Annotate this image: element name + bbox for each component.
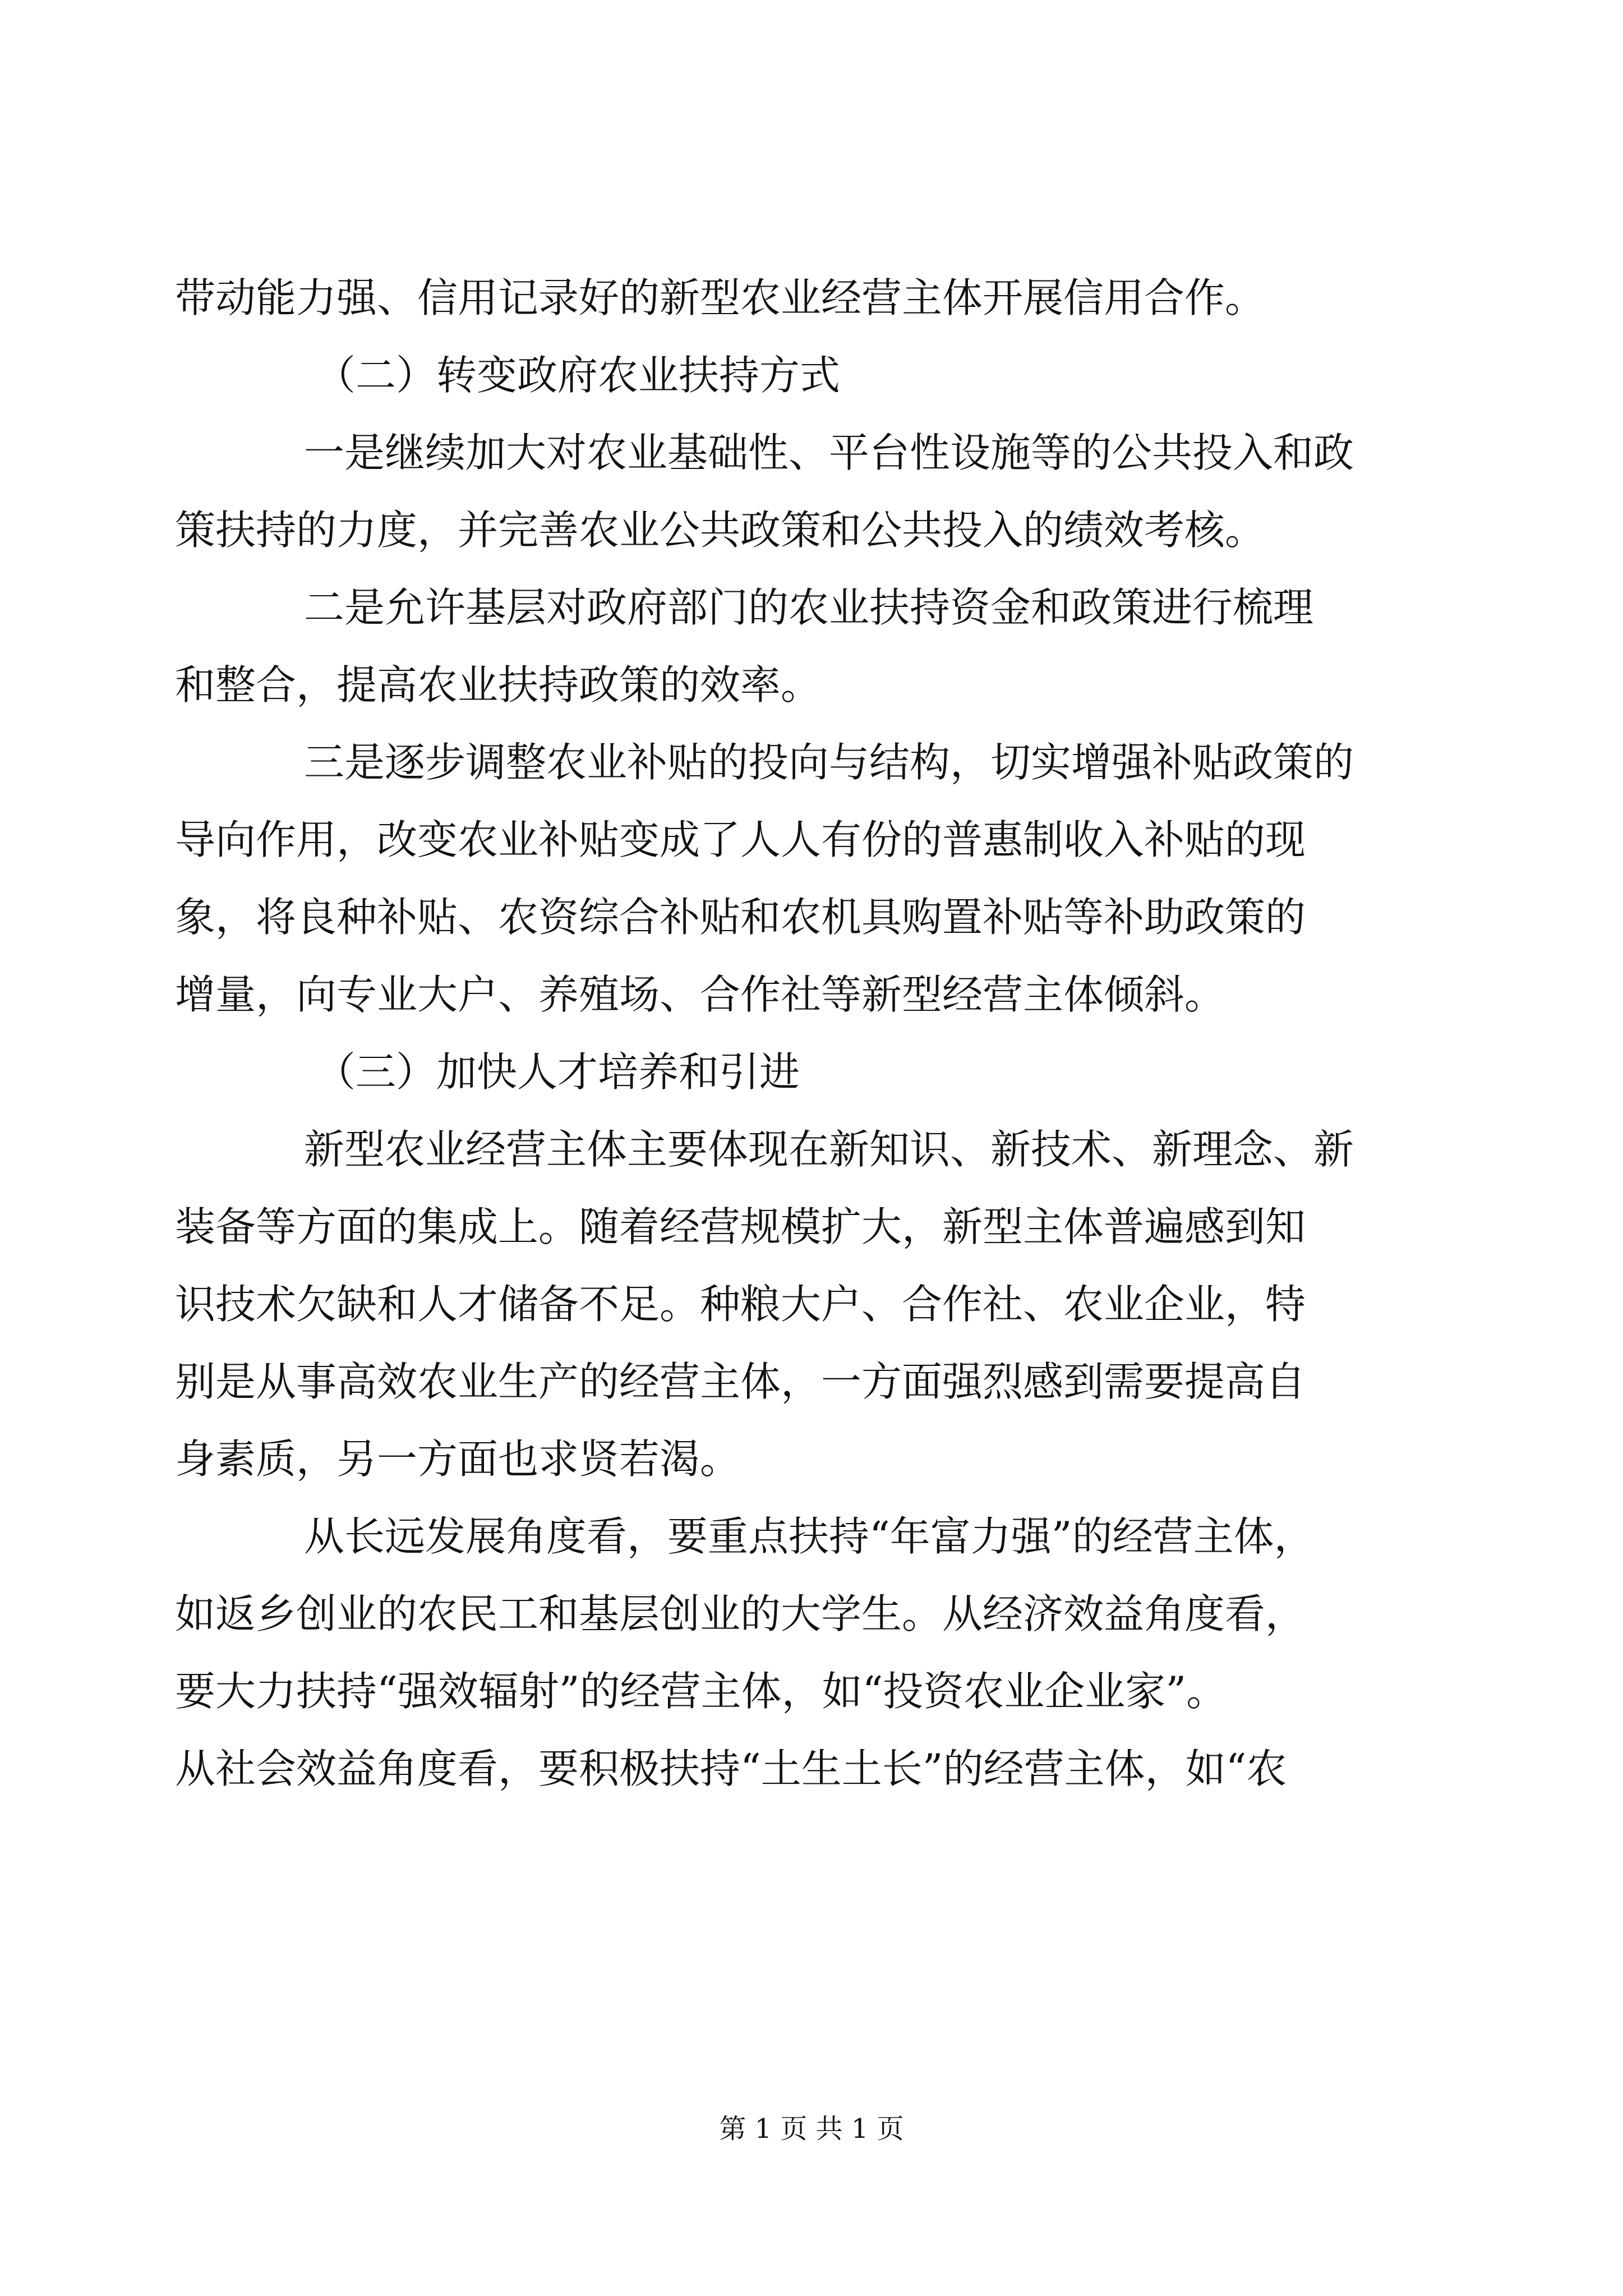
paragraph-line: 增量，向专业大户、养殖场、合作社等新型经营主体倾斜。 [175,971,1225,1018]
paragraph-line: 和整合，提高农业扶持政策的效率。 [175,661,822,708]
paragraph-line: 二是允许基层对政府部门的农业扶持资金和政策进行梳理 [304,584,1314,631]
paragraph-line: 象，将良种补贴、农资综合补贴和农机具购置补贴等补助政策的 [175,894,1306,941]
paragraph-line: 如返乡创业的农民工和基层创业的大学生。从经济效益角度看， [175,1590,1306,1637]
paragraph-line: 装备等方面的集成上。随着经营规模扩大，新型主体普遍感到知 [175,1203,1306,1250]
page-number: 第 1 页 共 1 页 [719,2113,904,2145]
paragraph-line: 从社会效益角度看，要积极扶持“土生土长”的经营主体，如“农 [175,1745,1287,1792]
paragraph-line: 要大力扶持“强效辐射”的经营主体，如“投资农业企业家”。 [175,1668,1227,1715]
document-body [175,259,1431,1807]
paragraph-line: 策扶持的力度，并完善农业公共政策和公共投入的绩效考核。 [175,507,1266,554]
paragraph-line: 识技术欠缺和人才储备不足。种粮大户、合作社、农业企业，特 [175,1281,1306,1328]
page-footer [0,2112,1623,2146]
section-heading: （三）加快人才培养和引进 [315,1048,800,1096]
paragraph-line: 别是从事高效农业生产的经营主体，一方面强烈感到需要提高自 [175,1358,1306,1405]
paragraph-line: 带动能力强、信用记录好的新型农业经营主体开展信用合作。 [175,274,1266,321]
paragraph-line: 从长远发展角度看，要重点扶持“年富力强”的经营主体， [304,1513,1315,1560]
paragraph-line: 身素质，另一方面也求贤若渴。 [175,1435,741,1483]
section-heading: （二）转变政府农业扶持方式 [315,352,841,399]
paragraph-line: 三是逐步调整农业补贴的投向与结构，切实增强补贴政策的 [304,739,1354,786]
paragraph-line: 新型农业经营主体主要体现在新知识、新技术、新理念、新 [304,1126,1354,1173]
paragraph-line: 导向作用，改变农业补贴变成了人人有份的普惠制收入补贴的现 [175,816,1306,863]
paragraph-line: 一是继续加大对农业基础性、平台性设施等的公共投入和政 [304,429,1354,476]
